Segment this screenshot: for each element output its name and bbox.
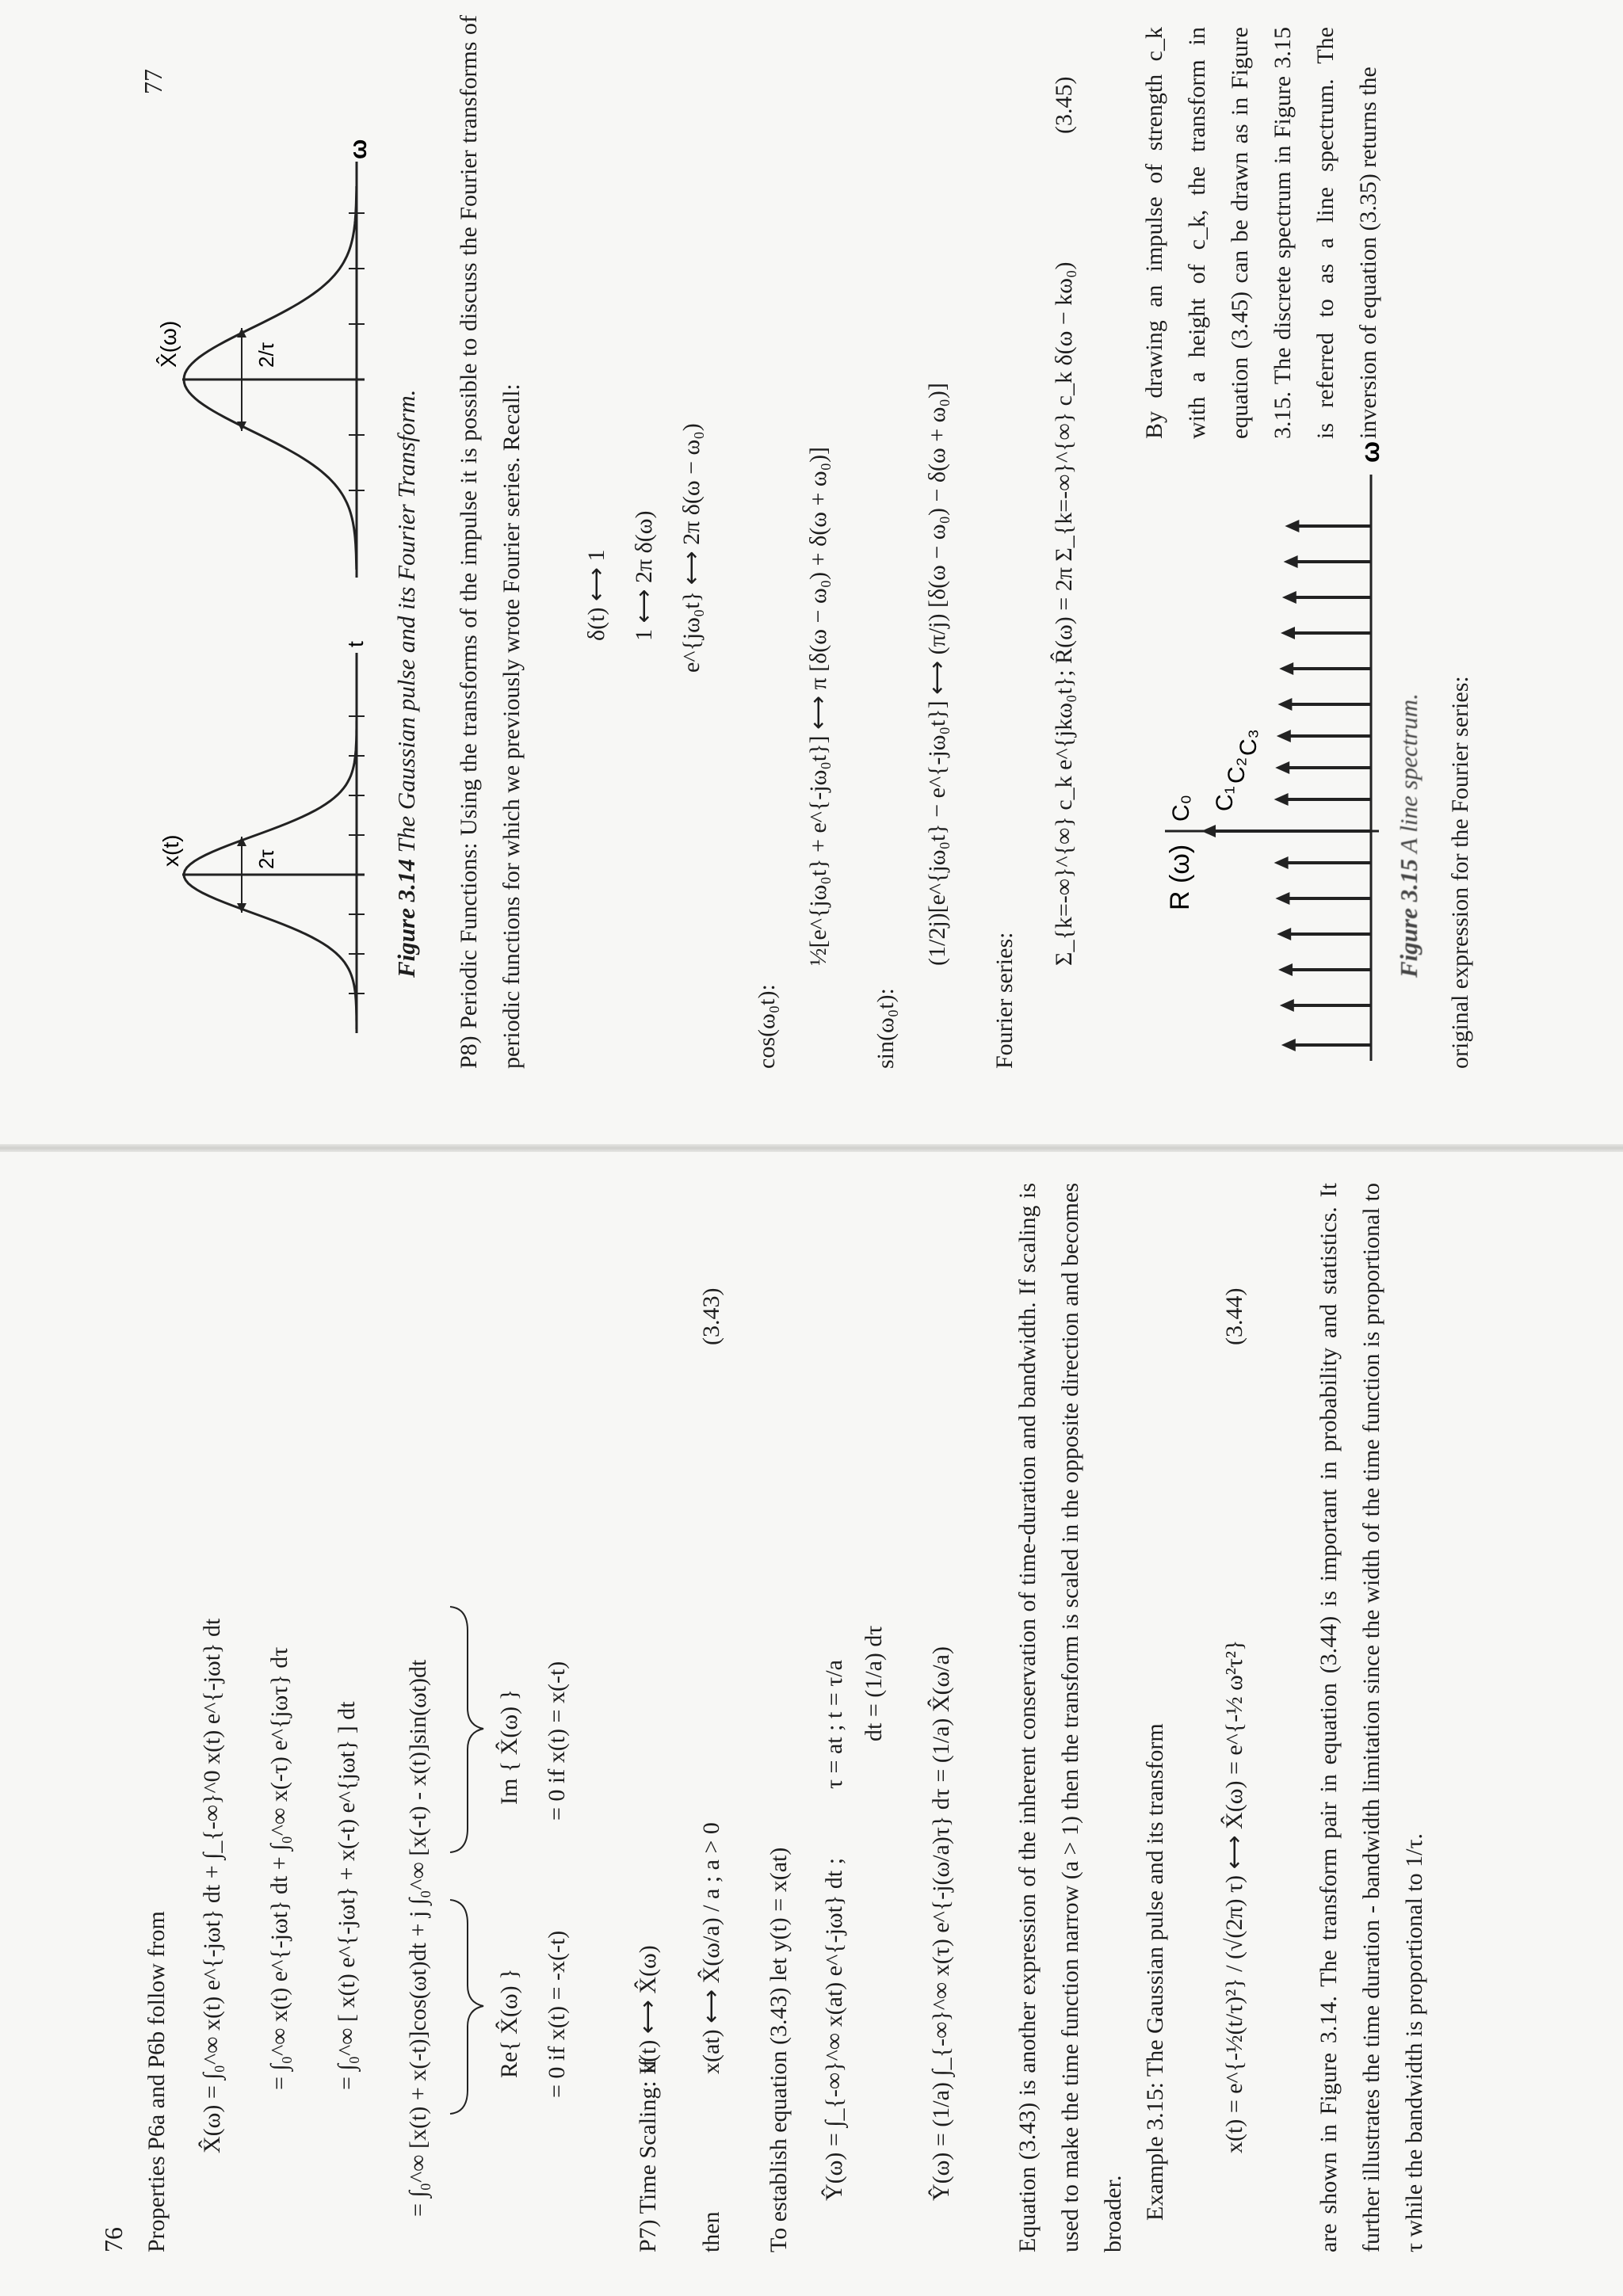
sin-equation: (1/2j)[e^{jω₀t} − e^{-jω₀t}] ⟷ (π/j) [δ(ω − ω₀) − δ(ω + ω₀)] xyxy=(924,383,950,966)
p7-pair: x(t) ⟷ X̂(ω) xyxy=(635,1945,661,2074)
omega-axis-label: ω xyxy=(346,139,372,159)
r-omega-label: R (ω) xyxy=(1165,844,1195,910)
recall-exponential: e^{jω₀t} ⟷ 2π δ(ω − ω₀) xyxy=(678,423,705,673)
x-hat-label: X̂(ω) xyxy=(156,320,181,368)
equation-line-3: = ∫₀^∞ [ x(t) e^{-jωt} + x(-t) e^{jωt} ] dt xyxy=(334,1701,360,2090)
eq-number-343: (3.43) xyxy=(698,1287,724,1345)
spectral-line-arrowhead xyxy=(1282,591,1296,604)
fourier-series-equation: Σ_{k=-∞}^{∞} c_k e^{jkω₀t}; R̂(ω) = 2π Σ_{k=-∞}^{∞} c_k δ(ω − kω₀) xyxy=(1051,261,1077,966)
equation-line-2: = ∫₀^∞ x(t) e^{-jωt} dt + ∫₀^∞ x(-τ) e^{jωτ} dτ xyxy=(266,1646,292,2090)
recall-constant: 1 ⟷ 2π δ(ω) xyxy=(631,510,657,641)
cos-label: cos(ω₀t): xyxy=(754,984,780,1069)
substitution-2: dt = (1/a) dτ xyxy=(861,1625,887,1741)
y-equation-1: Ŷ(ω) = ∫_{-∞}^∞ x(at) e^{-jωt} dt ; xyxy=(821,1857,847,2201)
eq-number-345: (3.45) xyxy=(1051,76,1077,134)
spectral-line-arrowhead xyxy=(1274,793,1289,806)
sin-label: sin(ω₀t): xyxy=(873,988,899,1069)
p7-label: P7) Time Scaling: If xyxy=(635,2058,661,2252)
x-of-t-label: x(t) xyxy=(158,834,183,867)
paragraph-periodic: P8) Periodic Functions: Using the transforms of the impulse it is possible to discuss the Fourier transforms of periodic functions for which we previously wrote Fourier series. Recall: xyxy=(456,15,525,1069)
im-label: Im { X̂(ω) } xyxy=(496,1688,522,1805)
paragraph-line-spectrum: By drawing an impulse of strength c_k with a height of c_k, the transform in equation (3.45) can be drawn as in Figure 3.15. The discrete spectrum in Figure 3.15 is referred to as a line spectrum. The inversion of equation (3.35) returns the xyxy=(1141,27,1381,439)
t-axis-text: t xyxy=(343,641,368,647)
figure-3-14-caption: Figure 3.14 The Gaussian pulse and its Fourier Transform. xyxy=(392,389,420,978)
then-label: then xyxy=(698,2211,724,2252)
paragraph-conservation: Equation (3.43) is another expression of the inherent conservation of time-duration and bandwidth. If scaling is used to make the time function narrow (a > 1) then the transform is scaled in the opposite direction and becomes broader. xyxy=(1014,1183,1126,2252)
spectral-line-arrowhead xyxy=(1274,856,1289,869)
recall-impulse: δ(t) ⟷ 1 xyxy=(583,549,609,641)
spectral-line-arrowhead xyxy=(1279,662,1293,675)
spectral-line-arrowhead xyxy=(1275,761,1289,774)
equation-line-4: = ∫₀^∞ [x(t) + x(-t)]cos(ωt)dt + j ∫₀^∞ [x(-t) - x(t)]sin(ωt)dt xyxy=(405,1659,431,2217)
spectral-line-arrowhead xyxy=(1275,892,1289,905)
spectral-line-arrowhead xyxy=(1201,825,1216,837)
width-label-frequency: 2/τ xyxy=(254,342,278,368)
width-label-time: 2τ xyxy=(254,849,278,869)
equation-line-1: X̂(ω) = ∫₀^∞ x(t) e^{-jωt} dt + ∫_{-∞}^0 x(t) e^{-jωt} dt xyxy=(199,1618,225,2153)
spectral-line-arrowhead xyxy=(1285,520,1299,532)
c2-label: C₂ xyxy=(1224,757,1250,784)
spectral-line-arrowhead xyxy=(1284,555,1298,568)
spectral-line-arrowhead xyxy=(1277,730,1291,742)
intro-line: Properties P6a and P6b follow from xyxy=(143,1911,170,2252)
im-condition: = 0 if x(t) = x(-t) xyxy=(544,1661,570,1821)
figure-3-15-caption: Figure 3.15 A line spectrum. xyxy=(1395,693,1423,978)
gaussian-equation: x(t) = e^{-½(t/τ)²} / (√(2π) τ) ⟷ X̂(ω) = e^{-½ ω²τ²} xyxy=(1221,1639,1247,2153)
brace-real xyxy=(450,1900,483,2114)
paragraph-gaussian: are shown in Figure 3.14. The transform pair in equation (3.44) is important in probability and statistics. It further illustrates the time duration - bandwidth limitation since the width of the time function is proportional to τ while the bandwidth is proportional to 1/τ. xyxy=(1316,1183,1427,2252)
spectral-line-arrowhead xyxy=(1277,698,1292,711)
page-number-right: 77 xyxy=(139,69,167,94)
spectral-line-arrowhead xyxy=(1277,928,1291,940)
fourier-series-label: Fourier series: xyxy=(991,932,1018,1069)
line-spectrum-axis-label: ω xyxy=(1356,441,1384,463)
brace-imag xyxy=(450,1607,483,1852)
spectral-line-arrowhead xyxy=(1278,963,1293,976)
page-number-left: 76 xyxy=(99,2227,128,2252)
c3-label: C₃ xyxy=(1235,729,1262,756)
cos-equation: ½[e^{jω₀t} + e^{-jω₀t}] ⟷ π [δ(ω − ω₀) + δ(ω + ω₀)] xyxy=(805,446,831,966)
left-page xyxy=(0,1148,1623,2296)
spectral-line-arrowhead xyxy=(1280,999,1294,1012)
c1-label: C₁ xyxy=(1212,786,1238,811)
spectral-line-arrowhead xyxy=(1281,1039,1296,1051)
spectral-line-arrowhead xyxy=(1281,627,1295,639)
eq-number-344: (3.44) xyxy=(1221,1287,1247,1345)
then-pair: x(at) ⟷ X̂(ω/a) / a ; a > 0 xyxy=(698,1822,724,2074)
y-equation-2: Ŷ(ω) = (1/a) ∫_{-∞}^∞ x(τ) e^{-j(ω/a)τ} dτ = (1/a) X̂(ω/a) xyxy=(928,1646,954,2201)
re-label: Re{ X̂(ω) } xyxy=(496,1968,522,2078)
establish-line: To establish equation (3.43) let y(t) = x(at) xyxy=(766,1847,792,2252)
closing-line: original expression for the Fourier series: xyxy=(1447,676,1473,1069)
substitution-1: τ = at ; t = τ/a xyxy=(821,1660,847,1789)
re-condition: = 0 if x(t) = -x(-t) xyxy=(544,1930,570,2098)
c0-label: C₀ xyxy=(1168,794,1194,822)
example-heading: Example 3.15: The Gaussian pulse and its transform xyxy=(1142,1723,1168,2221)
